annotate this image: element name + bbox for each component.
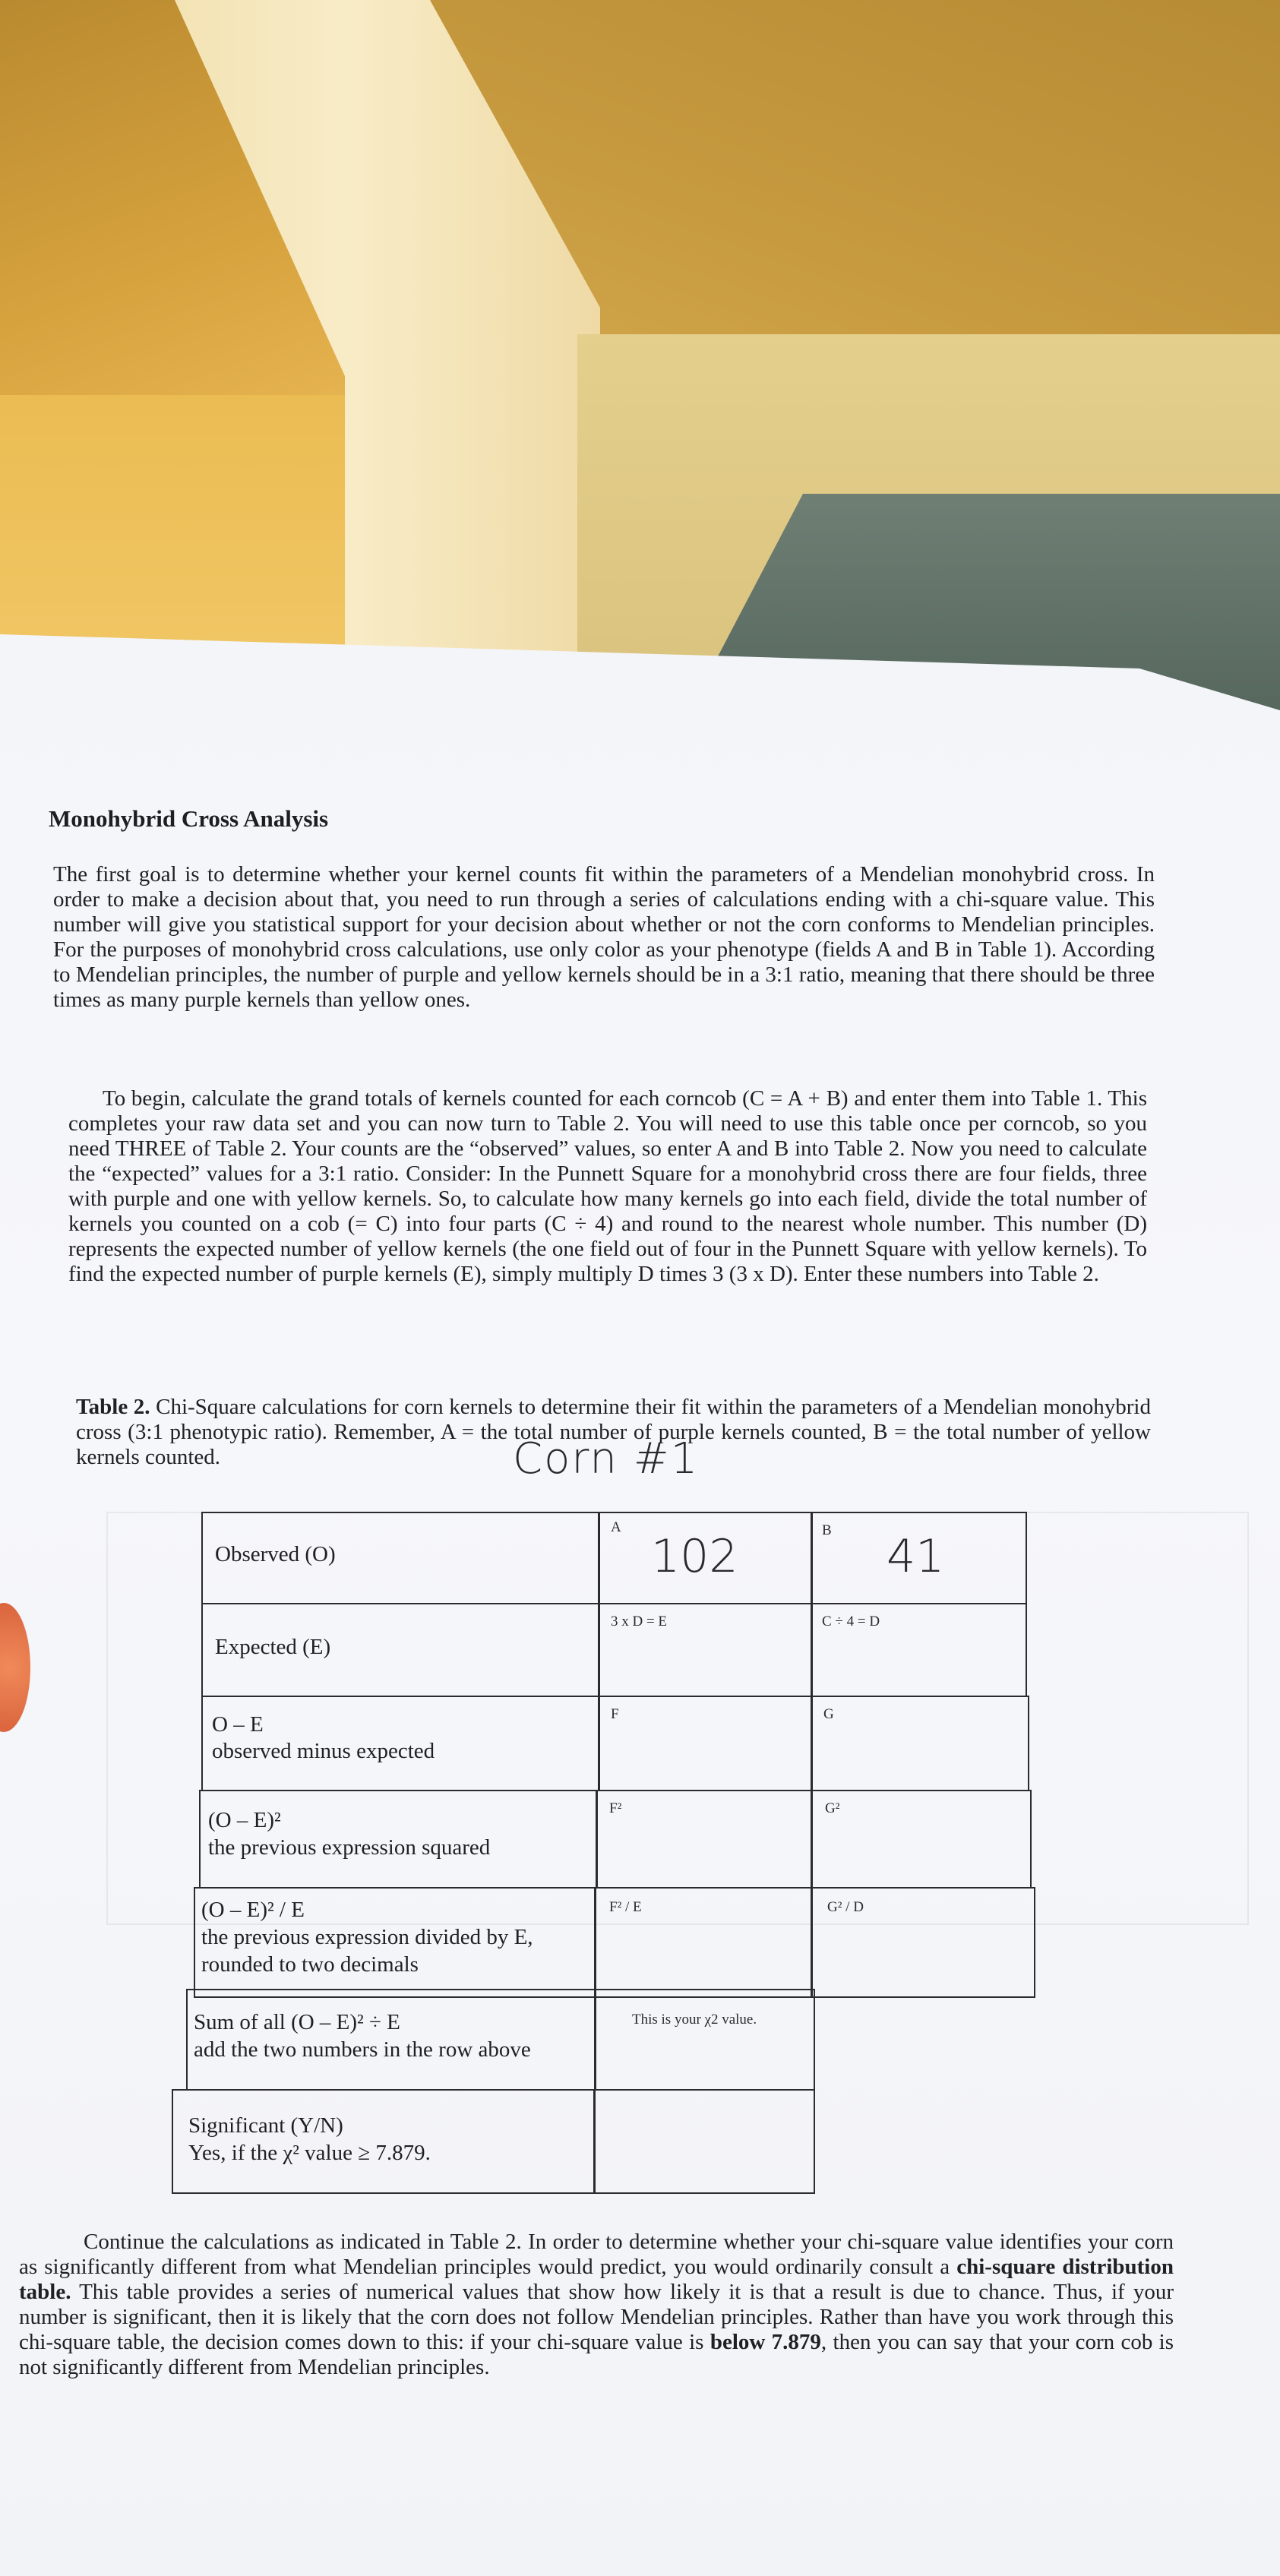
observed-a-value: 102 [651,1530,738,1583]
col-b-code: G² [825,1800,840,1816]
col-b-code: G² / D [827,1899,864,1915]
conclusion-bold-1: chi-square distribution table. [19,2255,1174,2304]
row-label: O – E [212,1712,264,1737]
table-row-sum [186,1989,815,2091]
table-row-divided [194,1887,1035,1998]
conclusion-text-3: , then you can say that your corn cob is not significantly different from Mendelian principles. [19,2330,1174,2379]
col-b-code: G [823,1706,834,1722]
row-label: Significant (Y/N) [188,2113,343,2138]
row-sublabel-2: rounded to two decimals [201,1952,419,1977]
table-row-o-minus-e [201,1696,1029,1791]
col-a-code: F² [609,1800,622,1816]
row-sublabel: the previous expression divided by E, [201,1925,533,1949]
paragraph-conclusion [19,2230,1174,2380]
col-b-code: B [822,1522,832,1538]
row-sublabel: add the two numbers in the row above [194,2037,531,2062]
caption-label: Table 2. [76,1395,150,1419]
col-a-code: F² / E [609,1899,642,1915]
row-label: Expected (E) [215,1635,331,1659]
conclusion-text-1: Continue the calculations as indicated in Table 2. In order to determine whether your chi-square value identifies your corn as significantly different from what Mendelian principles would predict, you would ordinarily consult a [19,2230,1174,2279]
row-label: Sum of all (O – E)² ÷ E [194,2010,400,2034]
table-row-observed [201,1512,1027,1604]
caption-text: Chi-Square calculations for corn kernels to determine their fit within the parameters of a Mendelian monohybrid cross (3:1 phenotypic ratio). Remember, A = the total number of purple kernels counted, B = the total number of yellow kernels counted. [76,1395,1151,1469]
conclusion-text-2: This table provides a series of numerical values that show how likely it is that a result is due to chance. Thus, if your number is significant, then it is likely that the corn does not follow Mendelian principles. Rather than have you work through this chi-square table, the decision comes down to this: if your chi-square value is [19,2280,1174,2354]
paragraph-intro: The first goal is to determine whether your kernel counts fit within the parameters of a Mendelian monohybrid cross. In order to make a decision about that, you need to run through a series of calculations ending with a chi-square value. This number will give you statistical support for your decision about whether or not the corn conforms to Mendelian principles. For the purposes of monohybrid cross calculations, use only color as your phenotype (fields A and B in Table 1). According to Mendelian principles, the number of purple and yellow kernels should be in a 3:1 ratio, meaning that there should be three times as many purple kernels than yellow ones. [53,862,1155,1012]
row-sublabel: the previous expression squared [208,1835,491,1860]
col-a-code: 3 x D = E [611,1614,668,1629]
col-a-code: A [611,1519,621,1535]
handwritten-corn-label: Corn #1 [513,1434,700,1484]
table-row-squared [199,1790,1032,1889]
chi-square-note: This is your χ2 value. [632,2012,757,2028]
observed-b-value: 41 [887,1530,945,1583]
col-a-code: F [611,1706,619,1722]
row-label: Observed (O) [215,1542,336,1566]
conclusion-bold-2: below 7.879 [710,2330,821,2354]
col-b-code: C ÷ 4 = D [822,1614,880,1629]
row-sublabel: observed minus expected [212,1739,435,1763]
row-sublabel: Yes, if the χ² value ≥ 7.879. [188,2141,431,2165]
row-label: (O – E)² [208,1808,281,1832]
row-label: (O – E)² / E [201,1898,305,1922]
document-title: Monohybrid Cross Analysis [49,805,329,832]
paragraph-instructions: To begin, calculate the grand totals of kernels counted for each corncob (C = A + B) and enter them into Table 1. This completes your raw data set and you can now turn to Table 2. You will need to use this table once per corncob, so you need THREE of Table 2. Your counts are the “observed” values, so enter A and B into Table 2. Now you need to calculate the “expected” values for a 3:1 ratio. Consider: In the Punnett Square for a monohybrid cross there are four fields, three with purple and one with yellow kernels. So, to calculate how many kernels go into each field, divide the total number of kernels you counted on a cob (= C) into four parts (C ÷ 4) and round to the nearest whole number. This number (D) represents the expected number of yellow kernels (the one field out of four in the Punnett Square with yellow kernels). To find the expected number of purple kernels (E), simply multiply D times 3 (3 x D). Enter these numbers into Table 2. [68,1086,1147,1286]
table-row-expected [201,1603,1027,1697]
table-row-significant [172,2089,815,2194]
